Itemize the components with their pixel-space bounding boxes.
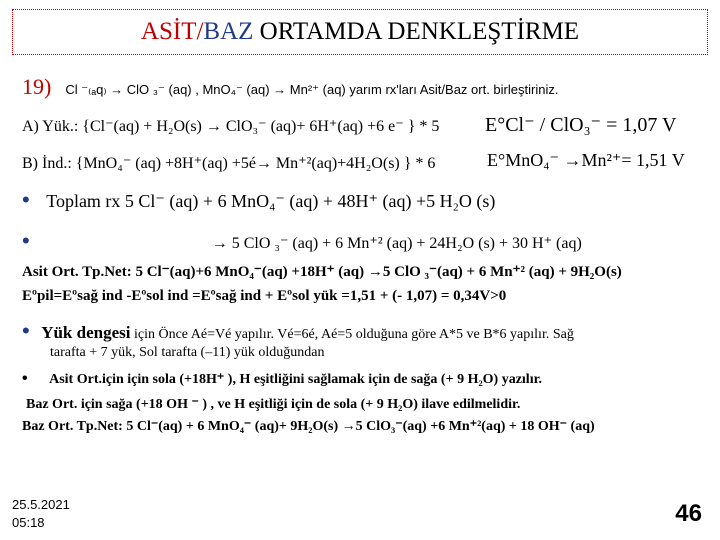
total-reaction-line-1	[22, 187, 495, 213]
question-text: Cl ⁻₍ₐq₎ → ClO ₃⁻ (aq) , MnO₄⁻ (aq) → Mn²⁺ (aq) yarım rx'ları Asit/Baz ort. birleştiriniz.	[65, 82, 559, 97]
acid-net-reaction	[22, 262, 622, 281]
charge-label: Yük dengesi	[41, 323, 131, 342]
eopil-line	[22, 288, 506, 305]
bullet-3: •	[22, 318, 30, 343]
acid-note-text: Asit Ort.için için sola (+18H⁺ ), H eşitliğini sağlamak için de sağa (+ 9 H₂O) yazılır.	[49, 372, 543, 387]
page-title	[0, 18, 720, 46]
eopil-text: Eºpil=Eºsağ ind -Eºsol ind =Eºsağ ind + Eºsol yük =1,51 + (- 1,07) = 0,34V>0	[22, 288, 507, 304]
bullet-2: •	[22, 228, 30, 253]
footer-time: 05:18	[12, 515, 45, 530]
title-rest: ORTAMDA DENKLEŞTİRME	[253, 18, 580, 45]
title-part2: BAZ	[203, 18, 254, 45]
total-reaction-text-1: Toplam rx 5 Cl⁻ (aq) + 6 MnO₄⁻ (aq) + 48H⁺ (aq) +5 H₂O (s)	[46, 191, 496, 211]
charge-text: için Önce Aé=Vé yapılır. Vé=6é, Aé=5 olduğuna göre A*5 ve B*6 yapılır. Sağ	[130, 327, 574, 342]
page-number: 46	[675, 500, 702, 527]
total-reaction-text-2: → 5 ClO ₃⁻ (aq) + 6 Mn⁺² (aq) + 24H₂O (s) + 30 H⁺ (aq)	[211, 235, 582, 252]
charge-balance-cont	[50, 345, 324, 361]
half-reaction-a-eo	[485, 112, 676, 137]
charge-balance	[22, 318, 574, 344]
half-reaction-b	[22, 153, 435, 173]
total-reaction-line-2	[22, 228, 582, 254]
acid-net-text: Asit Ort. Tp.Net: 5 Cl⁻(aq)+6 MnO₄⁻(aq) +18H⁺ (aq) →5 ClO ₃⁻(aq) + 6 Mn⁺² (aq) + 9H₂O(s)	[22, 264, 622, 280]
base-note-text: Baz Ort. için sağa (+18 OH ⁻ ) , ve H eşitliği için de sola (+ 9 H₂O) ilave edilmelidir.	[26, 397, 521, 412]
question-19	[22, 74, 558, 100]
eo-b-value: E°MnO₄⁻ →Mn²⁺= 1,51 V	[487, 150, 685, 170]
footer-datetime	[12, 496, 70, 532]
half-reaction-b-eo	[487, 150, 685, 171]
acid-note	[22, 370, 542, 388]
base-net-reaction	[22, 418, 595, 435]
footer-date: 25.5.2021	[12, 497, 70, 512]
title-part1: ASİT	[140, 18, 197, 45]
half-reaction-b-text: B) İnd.: {MnO₄⁻ (aq) +8H⁺(aq) +5é→ Mn⁺²(aq)+4H₂O(s) } * 6	[22, 155, 436, 172]
bullet-4: •	[22, 370, 28, 387]
half-reaction-a	[22, 116, 439, 136]
bullet-1: •	[22, 187, 30, 212]
eo-a-value: E°Cl⁻ / ClO₃⁻ = 1,07 V	[485, 114, 677, 136]
charge-text-2: tarafta + 7 yük, Sol tarafta (–11) yük olduğundan	[50, 345, 325, 360]
base-note	[26, 396, 520, 413]
base-net-text: Baz Ort. Tp.Net: 5 Cl⁻(aq) + 6 MnO₄⁻ (aq)+ 9H₂O(s) →5 ClO₃⁻(aq) +6 Mn⁺²(aq) + 18 OH⁻ (aq)	[22, 419, 595, 434]
half-reaction-a-text: A) Yük.: {Cl⁻(aq) + H₂O(s) → ClO₃⁻ (aq)+ 6H⁺(aq) +6 e⁻ } * 5	[22, 118, 440, 135]
title-slash: /	[196, 18, 204, 45]
question-number: 19)	[22, 74, 52, 99]
